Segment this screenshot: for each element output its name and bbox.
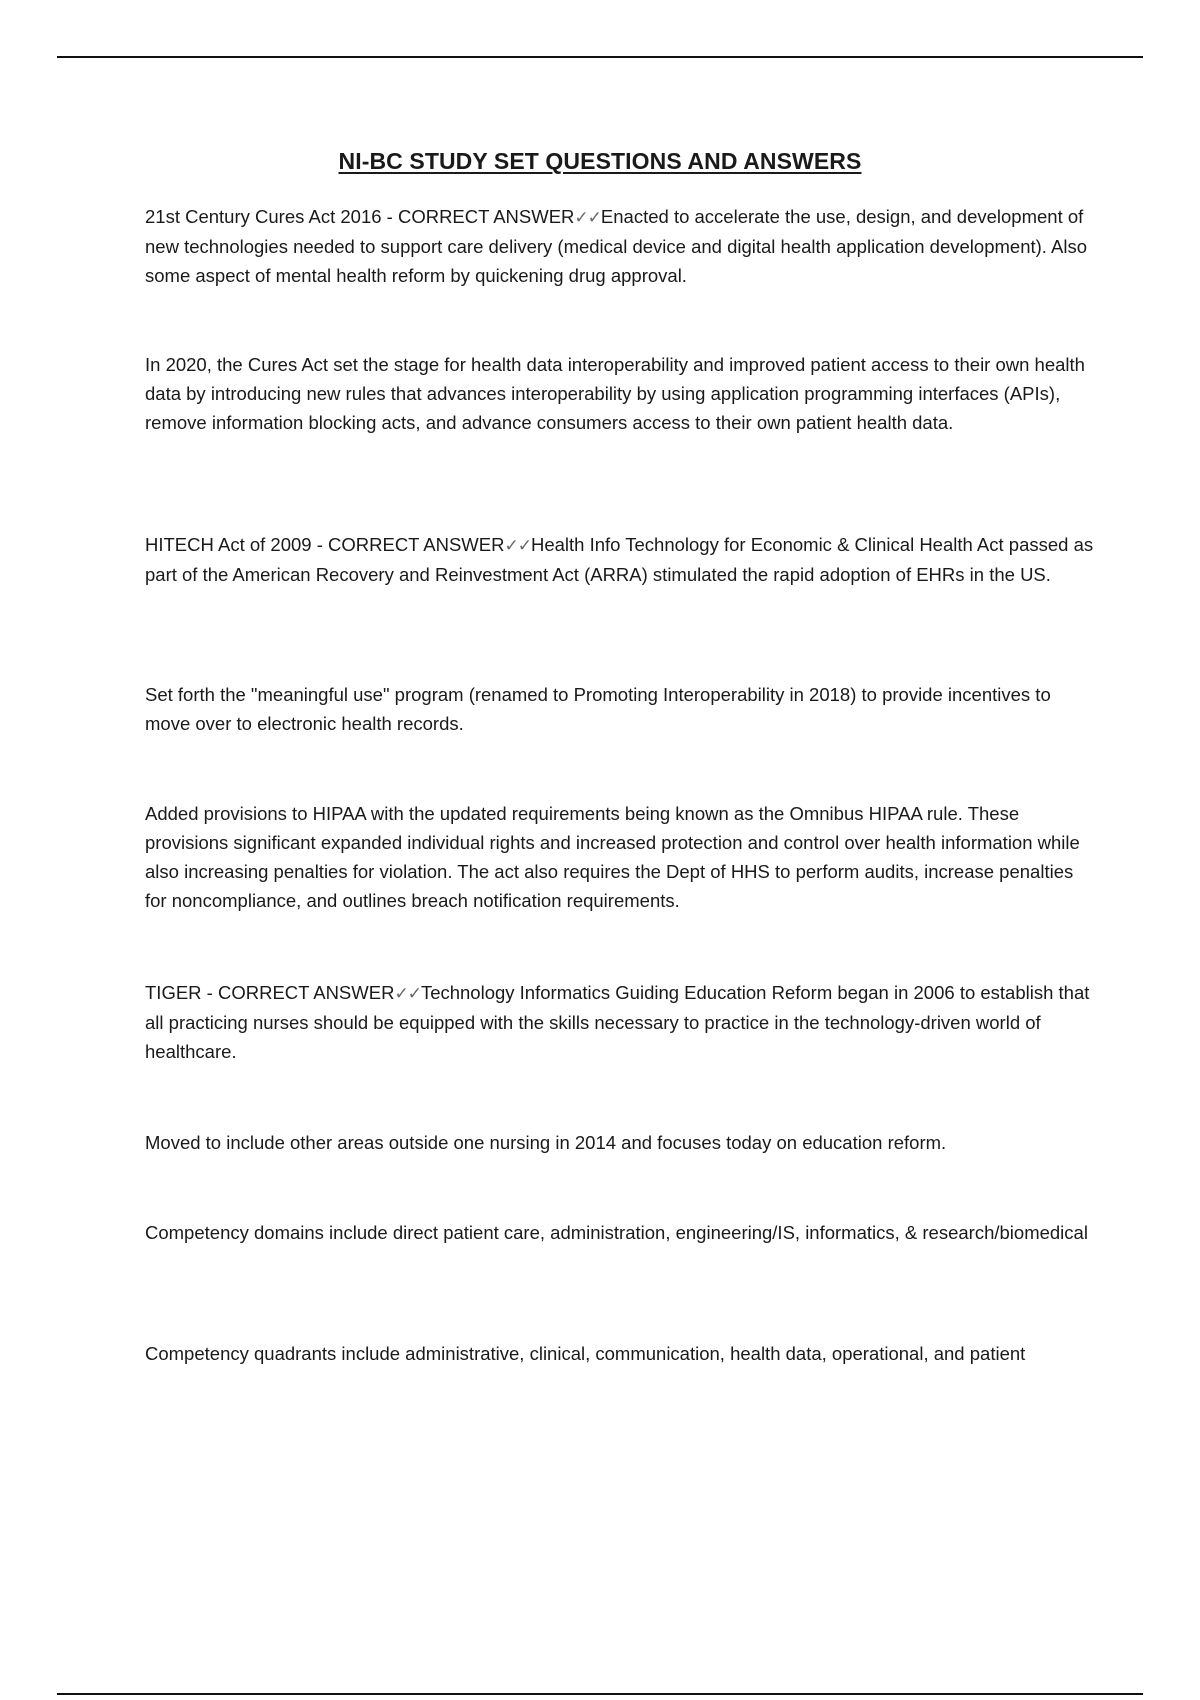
entry-answer: Competency domains include direct patient care, administration, engineering/IS, informatics, & research/biomedical — [145, 1222, 1088, 1243]
entry-cures-2020 — [145, 350, 1095, 437]
entry-term: 21st Century Cures Act 2016 - CORRECT ANSWER — [145, 206, 575, 227]
entry-answer: Competency quadrants include administrative, clinical, communication, health data, operational, and patient — [145, 1343, 1026, 1364]
entry-answer: In 2020, the Cures Act set the stage for health data interoperability and improved patient access to their own health data by introducing new rules that advances interoperability by using application programming interfaces (APIs), remove information blocking acts, and advance consumers access to their own patient health data. — [145, 354, 1085, 433]
entry-answer: Moved to include other areas outside one nursing in 2014 and focuses today on education reform. — [145, 1132, 947, 1153]
entry-answer: Enacted to accelerate the use, design, and development of new technologies needed to support care delivery (medical device and digital health application development). Also some aspect of mental health reform by quickening drug approval. — [145, 206, 1088, 286]
entry-answer: Health Info Technology for Economic & Clinical Health Act passed as part of the American Recovery and Reinvestment Act (ARRA) stimulated the rapid adoption of EHRs in the US. — [145, 534, 1094, 585]
entry-tiger-2014 — [145, 1128, 946, 1157]
entry-cures-act — [145, 202, 1095, 290]
entry-omnibus-hipaa — [145, 799, 1095, 915]
check-marks-icon: ✓✓ — [574, 208, 601, 227]
entry-answer: Set forth the "meaningful use" program (renamed to Promoting Interoperability in 2018) to provide incentives to move over to electronic health records. — [145, 684, 1051, 734]
entry-competency-quadrants — [145, 1339, 1025, 1368]
entry-hitech-act — [145, 530, 1095, 589]
header-rule — [57, 56, 1143, 58]
entry-meaningful-use — [145, 680, 1095, 738]
footer-rule — [57, 1693, 1143, 1695]
entry-term: HITECH Act of 2009 - CORRECT ANSWER — [145, 534, 505, 555]
entry-answer: Technology Informatics Guiding Education Reform began in 2006 to establish that all practicing nurses should be equipped with the skills necessary to practice in the technology-driven world of healthcare. — [145, 982, 1090, 1062]
entry-competency-domains — [145, 1218, 1088, 1247]
entry-tiger — [145, 978, 1095, 1066]
entry-term: TIGER - CORRECT ANSWER — [145, 982, 395, 1003]
page-title: NI-BC STUDY SET QUESTIONS AND ANSWERS — [338, 148, 862, 174]
check-marks-icon: ✓✓ — [394, 984, 421, 1003]
entry-answer: Added provisions to HIPAA with the updated requirements being known as the Omnibus HIPAA rule. These provisions significant expanded individual rights and increased protection and control over health information while also increasing penalties for violation. The act also requires the Dept of HHS to perform audits, increase penalties for noncompliance, and outlines breach notification requirements. — [145, 803, 1080, 911]
check-marks-icon: ✓✓ — [504, 536, 531, 555]
